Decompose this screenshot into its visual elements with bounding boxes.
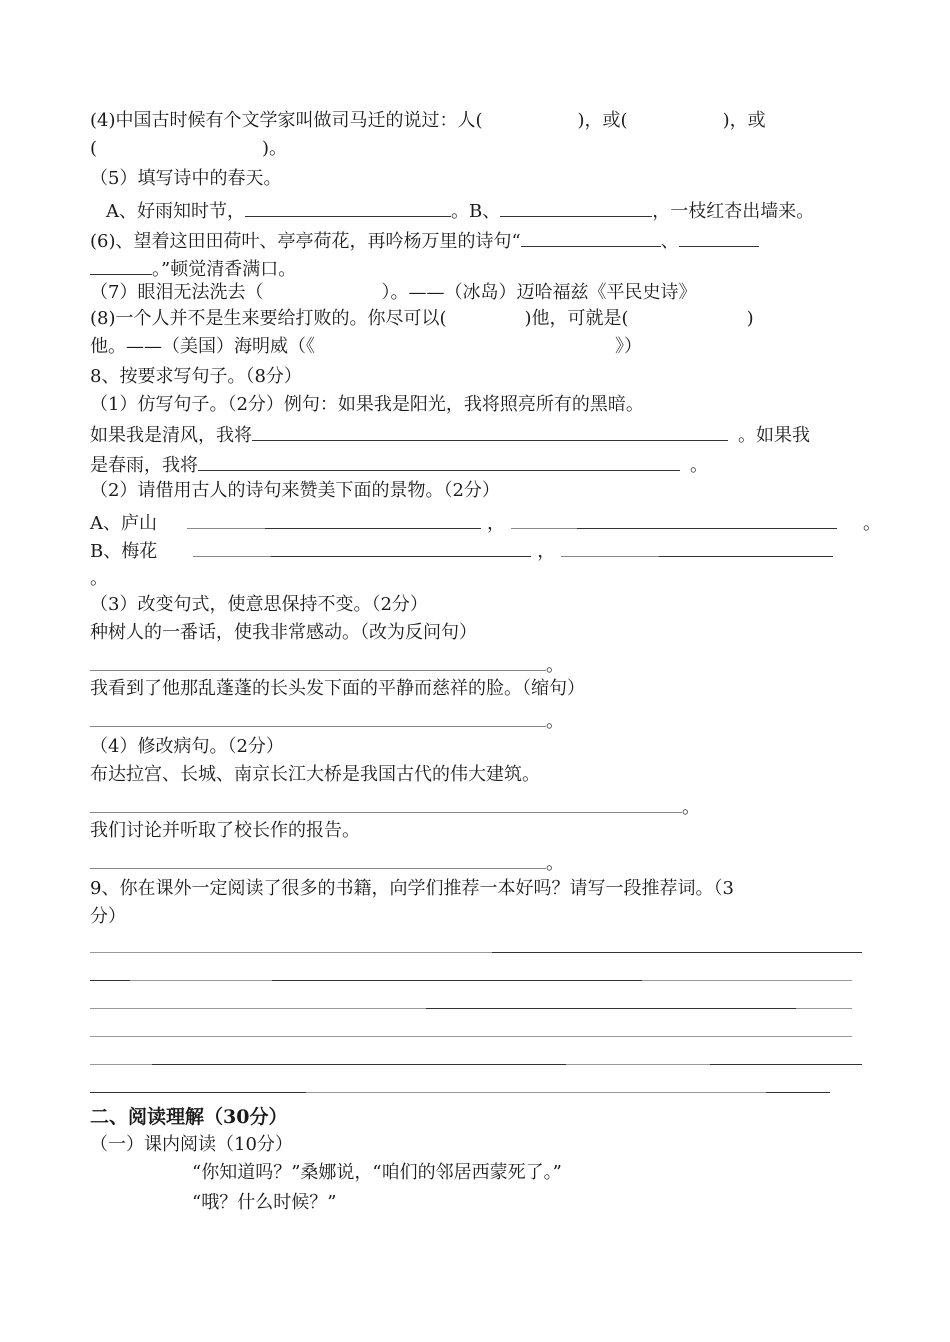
q7-item4-line1 — [90, 108, 766, 134]
s2-comma-a: ， — [487, 513, 505, 534]
s2-blank-b1[interactable] — [271, 536, 531, 557]
q9-line2: 分） — [90, 906, 126, 927]
item6-text-a: (6)、望着这田田荷叶、亭亭荷花，再吟杨万里的诗句“ — [90, 231, 521, 252]
writing-line — [90, 1008, 426, 1009]
writing-line — [766, 1092, 830, 1093]
item4-text-d: ( — [90, 138, 98, 159]
item7-text-a: （7）眼泪无法洗去（ — [90, 282, 264, 303]
item5-text-b: 。B、 — [451, 201, 501, 222]
reading-paragraph-1: “你知道吗？”桑娜说，“咱们的邻居西蒙死了。” — [192, 1162, 562, 1183]
s4-blank-a[interactable] — [90, 792, 682, 813]
item8-text-a: (8)一个人并不是生来要给打败的。你尽可以( — [90, 308, 447, 329]
writing-line — [152, 1064, 566, 1065]
item6-text-b: 、 — [660, 231, 679, 252]
s1-text-a: 如果我是清风，我将 — [90, 425, 252, 446]
s2-blank-a2-light[interactable] — [511, 508, 577, 529]
item4-text-e: )。 — [262, 138, 288, 159]
writing-line — [426, 1008, 796, 1009]
q8-s3-b: 我看到了他那乱蓬蓬的长头发下面的平静而慈祥的脸。（缩句） — [90, 678, 585, 699]
s1-blank-1[interactable] — [252, 420, 728, 441]
q7-item8-line1 — [90, 306, 754, 332]
writing-line — [710, 1064, 862, 1065]
s1-blank-2[interactable] — [198, 450, 680, 471]
writing-line — [90, 980, 130, 981]
s2-text-b: B、梅花 — [90, 541, 158, 562]
q7-item5-title: （5）填写诗中的春天。 — [90, 168, 282, 189]
writing-line — [130, 980, 272, 981]
s1-text-b: 。如果我 — [738, 425, 810, 446]
q7-item6-line1 — [90, 226, 759, 255]
q7-item6-line2 — [90, 254, 296, 283]
q9-line1: 9、你在课外一定阅读了很多的书籍，向学们推荐一本好吗？请写一段推荐词。（3 — [90, 878, 734, 899]
s2-blank-b2[interactable] — [659, 536, 833, 557]
item5-text-c: ，一枝红杏出墙来。 — [652, 201, 815, 222]
writing-line — [306, 1092, 766, 1093]
s2-blank-a1[interactable] — [265, 508, 481, 529]
writing-line — [90, 1092, 306, 1093]
s2-blank-a1-light[interactable] — [187, 508, 265, 529]
s3-end-a: 。 — [546, 655, 564, 676]
s2-comma-b: ， — [537, 541, 556, 562]
q8-s4-a-answer — [90, 792, 700, 821]
item8-text-b: )他，可就是( — [524, 308, 629, 329]
writing-line — [796, 1008, 852, 1009]
q8-s4-b-answer — [90, 848, 564, 877]
section2-title: 二、阅读理解（30分） — [90, 1106, 288, 1128]
item8-text-d: 他。——（美国）海明威（《 — [90, 336, 315, 357]
s2-text-a: A、庐山 — [90, 513, 157, 534]
item8-text-c: ) — [746, 308, 754, 329]
item8-text-e: 》） — [615, 336, 642, 357]
item6-blank-2[interactable] — [679, 226, 759, 247]
writing-line — [90, 1064, 152, 1065]
reading-paragraph-2: “哦？什么时候？” — [192, 1192, 337, 1213]
q7-item5-line — [106, 196, 814, 225]
item6-blank-1[interactable] — [521, 226, 661, 247]
q8-s2-title: （2）请借用古人的诗句来赞美下面的景物。（2分） — [90, 480, 500, 501]
item4-text-c: )，或 — [722, 110, 766, 131]
item5-blank-1[interactable] — [245, 196, 451, 217]
s2-blank-b2-light[interactable] — [561, 536, 659, 557]
item6-blank-3[interactable] — [90, 254, 152, 275]
q8-s4-b: 我们讨论并听取了校长作的报告。 — [90, 820, 360, 841]
writing-line — [492, 952, 862, 953]
writing-line — [272, 980, 642, 981]
q8-s2-line-b — [90, 536, 833, 565]
writing-line — [642, 980, 852, 981]
q8-s3-b-answer — [90, 706, 564, 735]
s3-blank-a[interactable] — [90, 650, 546, 671]
q8-s4-a: 布达拉宫、长城、南京长江大桥是我国古代的伟大建筑。 — [90, 764, 540, 785]
s3-end-b: 。 — [546, 711, 564, 732]
item6-text-c: 。”顿觉清香满口。 — [152, 259, 297, 280]
item5-blank-2[interactable] — [500, 196, 652, 217]
q7-item4-line2 — [90, 136, 287, 162]
s2-blank-b1-light[interactable] — [193, 536, 271, 557]
q7-item8-line2 — [90, 334, 642, 360]
q8-s4-title: （4）修改病句。（2分） — [90, 736, 284, 757]
item7-text-b: ）。——（冰岛）迈哈福兹《平民史诗》 — [381, 282, 697, 303]
s4-end-a: 。 — [682, 797, 700, 818]
s2-blank-a2[interactable] — [577, 508, 837, 529]
item4-text-a: (4)中国古时候有个文学家叫做司马迁的说过：人( — [90, 110, 483, 131]
writing-line — [90, 952, 492, 953]
s1-text-d: 。 — [690, 455, 708, 476]
writing-line — [566, 1064, 710, 1065]
writing-line — [90, 1036, 852, 1037]
s4-end-b: 。 — [546, 853, 564, 874]
s4-blank-b[interactable] — [90, 848, 546, 869]
item5-text-a: A、好雨知时节， — [106, 201, 245, 222]
q7-item7-line — [90, 280, 696, 306]
q8-s2-line-a — [90, 508, 881, 537]
section2-sub1: （一）课内阅读（10分） — [90, 1134, 293, 1155]
q8-s1-line2 — [90, 450, 708, 479]
q8-s3-title: （3）改变句式，使意思保持不变。（2分） — [90, 594, 428, 615]
q8-s1-title: （1）仿写句子。（2分）例句：如果我是阳光，我将照亮所有的黑暗。 — [90, 394, 644, 415]
q8-s2-end-b: 。 — [90, 568, 108, 589]
q8-s3-a: 种树人的一番话，使我非常感动。（改为反问句） — [90, 622, 477, 643]
s2-end-a: 。 — [863, 513, 881, 534]
q8-title: 8、按要求写句子。（8分） — [90, 366, 302, 387]
s1-text-c: 是春雨，我将 — [90, 455, 198, 476]
s3-blank-b[interactable] — [90, 706, 546, 727]
q8-s3-a-answer — [90, 650, 564, 679]
q8-s1-line1 — [90, 420, 810, 449]
item4-text-b: )，或( — [577, 110, 628, 131]
